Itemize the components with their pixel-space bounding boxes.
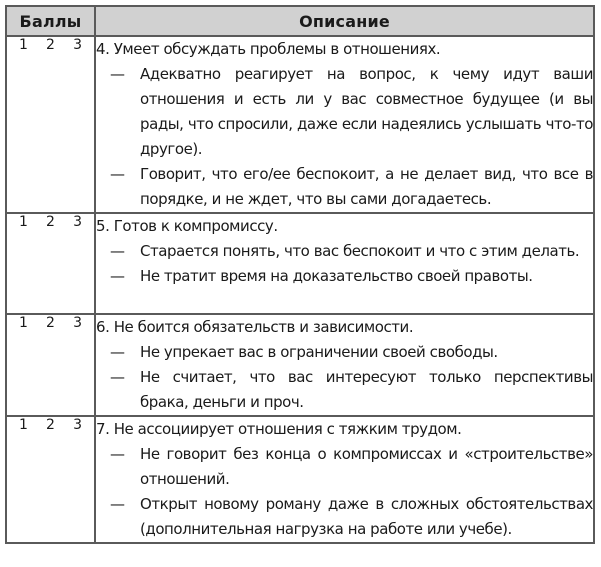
description-cell <box>95 36 594 213</box>
score-cell <box>6 314 95 416</box>
dash-marker: — <box>110 65 125 83</box>
table-row <box>6 36 594 213</box>
item-title: 7. Не ассоциирует отношения с тяжким трудом. <box>96 420 462 438</box>
bullet-text: Не считает, что вас интересуют только перспективы брака, деньги и проч. <box>140 368 593 411</box>
score-option-1[interactable]: 1 <box>19 315 28 331</box>
score-option-2[interactable]: 2 <box>46 315 55 331</box>
dash-marker: — <box>110 343 125 361</box>
score-cell <box>6 36 95 213</box>
score-option-3[interactable]: 3 <box>73 417 82 433</box>
score-option-2[interactable]: 2 <box>46 214 55 230</box>
dash-marker: — <box>110 495 125 513</box>
description-cell <box>95 314 594 416</box>
dash-marker: — <box>110 445 125 463</box>
bullet-text: Говорит, что его/ее беспокоит, а не делает вид, что все в порядке, и не ждет, что вы сами догадаетесь. <box>140 165 593 208</box>
dash-marker: — <box>110 242 125 260</box>
bullet-item <box>96 340 593 365</box>
bullet-item <box>96 264 593 289</box>
dash-marker: — <box>110 267 125 285</box>
score-option-1[interactable]: 1 <box>19 37 28 53</box>
header-scores: Баллы <box>6 6 95 36</box>
item-title: 6. Не боится обязательств и зависимости. <box>96 318 414 336</box>
score-option-1[interactable]: 1 <box>19 214 28 230</box>
table-row <box>6 314 594 416</box>
dash-marker: — <box>110 368 125 386</box>
description-cell <box>95 416 594 543</box>
item-title: 4. Умеет обсуждать проблемы в отношениях. <box>96 40 441 58</box>
description-cell <box>95 213 594 314</box>
header-description: Описание <box>95 6 594 36</box>
table-row <box>6 213 594 314</box>
bullet-item <box>96 492 593 542</box>
item-title: 5. Готов к компромиссу. <box>96 217 278 235</box>
score-cell <box>6 213 95 314</box>
header-row <box>6 6 594 36</box>
bullet-item <box>96 239 593 264</box>
bullet-item <box>96 62 593 162</box>
bullet-item <box>96 442 593 492</box>
score-cell <box>6 416 95 543</box>
dash-marker: — <box>110 165 125 183</box>
bullet-text: Не говорит без конца о компромиссах и «строительстве» отношений. <box>140 445 593 488</box>
bullet-text: Старается понять, что вас беспокоит и что с этим делать. <box>140 242 580 260</box>
bullet-text: Не тратит время на доказательство своей правоты. <box>140 267 533 285</box>
score-option-1[interactable]: 1 <box>19 417 28 433</box>
bullet-text: Адекватно реагирует на вопрос, к чему идут ваши отношения и есть ли у вас совместное будущее (и вы рады, что спросили, даже если надеялись услышать что-то другое). <box>140 65 593 158</box>
score-option-3[interactable]: 3 <box>73 37 82 53</box>
score-option-3[interactable]: 3 <box>73 315 82 331</box>
bullet-text: Открыт новому роману даже в сложных обстоятельствах (дополнительная нагрузка на работе или учебе). <box>140 495 593 538</box>
bullet-item <box>96 162 593 212</box>
score-option-3[interactable]: 3 <box>73 214 82 230</box>
table-row <box>6 416 594 543</box>
bullet-text: Не упрекает вас в ограничении своей свободы. <box>140 343 498 361</box>
bullet-item <box>96 365 593 415</box>
score-option-2[interactable]: 2 <box>46 37 55 53</box>
criteria-table <box>5 5 595 544</box>
score-option-2[interactable]: 2 <box>46 417 55 433</box>
